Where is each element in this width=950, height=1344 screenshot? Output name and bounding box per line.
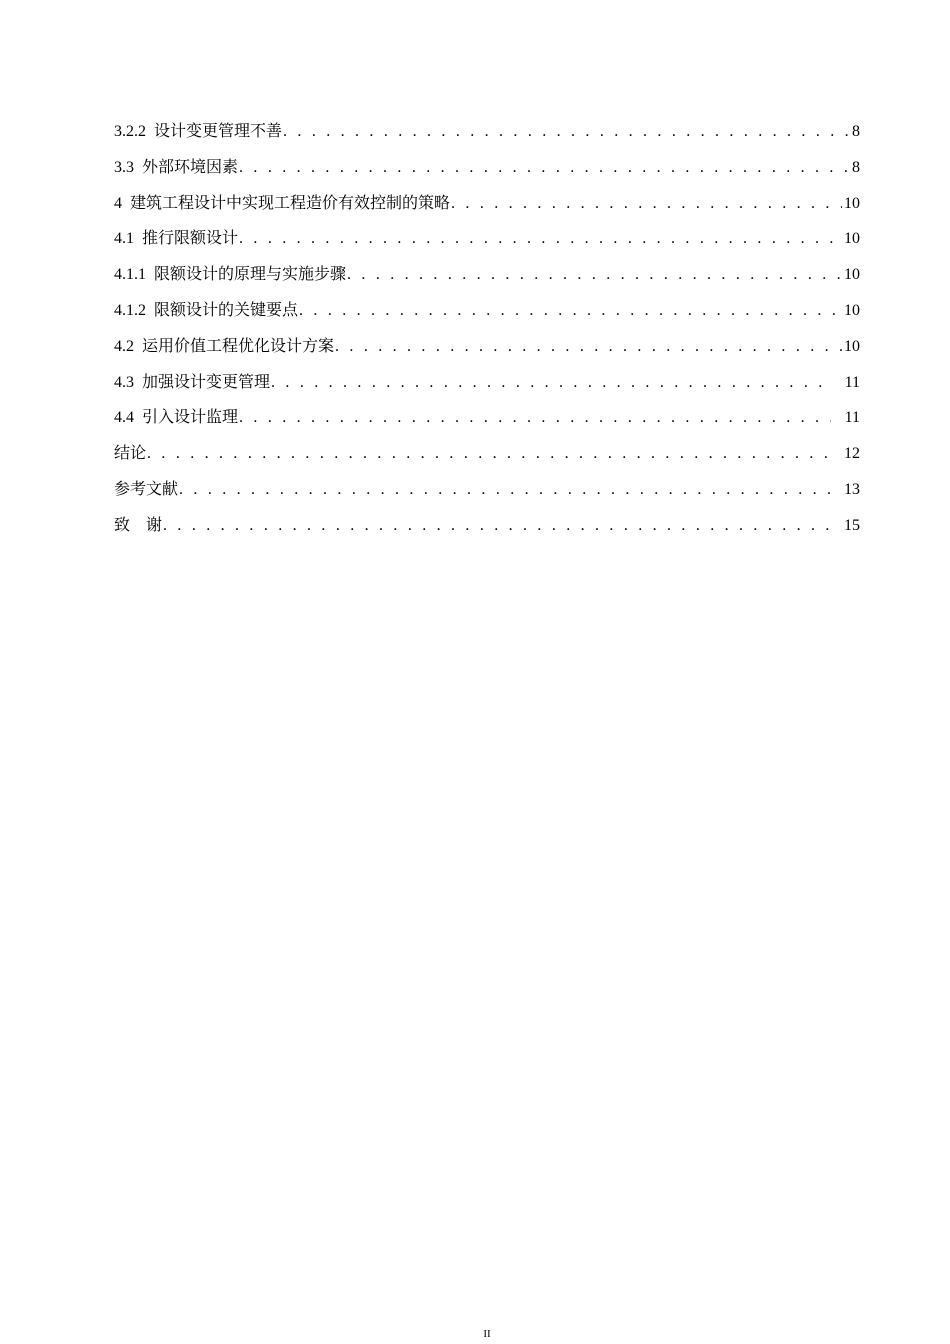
toc-entry-title: 引入设计监理 bbox=[142, 409, 239, 427]
toc-entry-page: 11 bbox=[844, 409, 860, 427]
toc-dot-leader bbox=[335, 329, 842, 365]
toc-entry-title: 参考文献 bbox=[114, 480, 179, 498]
toc-entry-label bbox=[114, 114, 282, 150]
toc-entry-page: 8 bbox=[852, 123, 860, 140]
toc-entry-page: 10 bbox=[844, 301, 860, 319]
toc-entry-page: 15 bbox=[844, 516, 860, 534]
toc-entry-number: 4.1.2 bbox=[114, 301, 146, 319]
toc-dot-leader bbox=[147, 436, 830, 472]
page-number-footer: II bbox=[483, 1328, 491, 1340]
toc-entry-title: 建筑工程设计中实现工程造价有效控制的策略 bbox=[130, 194, 451, 212]
toc-entry[interactable] bbox=[114, 400, 860, 436]
toc-entry-number: 4.3 bbox=[114, 373, 134, 391]
toc-entry-label bbox=[114, 472, 178, 508]
toc-dot-leader bbox=[347, 257, 842, 293]
toc-entry-number: 4.2 bbox=[114, 337, 134, 355]
toc-dot-leader bbox=[283, 114, 850, 150]
toc-entry-title: 运用价值工程优化设计方案 bbox=[142, 337, 335, 355]
toc-dot-leader bbox=[271, 365, 831, 401]
toc-dot-leader bbox=[239, 400, 831, 436]
toc-dot-leader bbox=[179, 472, 830, 508]
toc-entry-number: 4.1 bbox=[114, 230, 134, 248]
toc-entry[interactable] bbox=[114, 186, 860, 222]
toc-entry-page: 8 bbox=[852, 158, 860, 176]
toc-entry[interactable] bbox=[114, 257, 860, 293]
toc-dot-leader bbox=[299, 293, 842, 329]
toc-entry-label bbox=[114, 186, 450, 222]
toc-entry-title: 设计变更管理不善 bbox=[154, 123, 283, 140]
table-of-contents bbox=[114, 114, 860, 545]
toc-entry-page: 10 bbox=[844, 337, 860, 355]
toc-entry-number: 4 bbox=[114, 194, 122, 212]
toc-entry-page: 12 bbox=[844, 445, 860, 463]
toc-entry-label bbox=[114, 329, 334, 365]
toc-entry-page: 13 bbox=[844, 480, 860, 498]
toc-entry[interactable] bbox=[114, 508, 860, 545]
toc-entry-label bbox=[114, 257, 346, 293]
toc-entry[interactable] bbox=[114, 436, 860, 472]
toc-entry-title: 限额设计的原理与实施步骤 bbox=[154, 266, 347, 284]
toc-entry[interactable] bbox=[114, 365, 860, 401]
toc-dot-leader bbox=[239, 221, 842, 257]
toc-entry-title: 致 谢 bbox=[114, 516, 163, 534]
toc-entry-label bbox=[114, 508, 162, 544]
toc-entry-label bbox=[114, 365, 270, 401]
toc-entry-label bbox=[114, 221, 238, 257]
toc-dot-leader bbox=[239, 150, 850, 186]
toc-dot-leader bbox=[451, 186, 842, 222]
toc-entry-number: 3.2.2 bbox=[114, 123, 146, 140]
toc-entry-title: 结论 bbox=[114, 445, 147, 463]
toc-entry[interactable] bbox=[114, 293, 860, 329]
toc-entry[interactable] bbox=[114, 150, 860, 186]
toc-entry[interactable] bbox=[114, 114, 860, 150]
toc-entry-title: 限额设计的关键要点 bbox=[154, 301, 299, 319]
toc-entry-page: 11 bbox=[844, 373, 860, 391]
toc-entry-title: 外部环境因素 bbox=[142, 158, 239, 176]
toc-entry-label bbox=[114, 150, 238, 186]
toc-entry-title: 加强设计变更管理 bbox=[142, 373, 271, 391]
toc-entry-page: 10 bbox=[844, 266, 860, 284]
toc-entry[interactable] bbox=[114, 329, 860, 365]
toc-entry-label bbox=[114, 436, 146, 472]
toc-entry-label bbox=[114, 293, 298, 329]
toc-entry-page: 10 bbox=[844, 194, 860, 212]
toc-entry[interactable] bbox=[114, 472, 860, 508]
toc-entry-number: 4.1.1 bbox=[114, 266, 146, 284]
toc-entry-page: 10 bbox=[844, 230, 860, 248]
toc-entry-title: 推行限额设计 bbox=[142, 230, 239, 248]
toc-entry-number: 3.3 bbox=[114, 158, 134, 176]
toc-entry-number: 4.4 bbox=[114, 409, 134, 427]
toc-entry[interactable] bbox=[114, 221, 860, 257]
toc-dot-leader bbox=[163, 508, 830, 544]
toc-entry-label bbox=[114, 400, 238, 436]
